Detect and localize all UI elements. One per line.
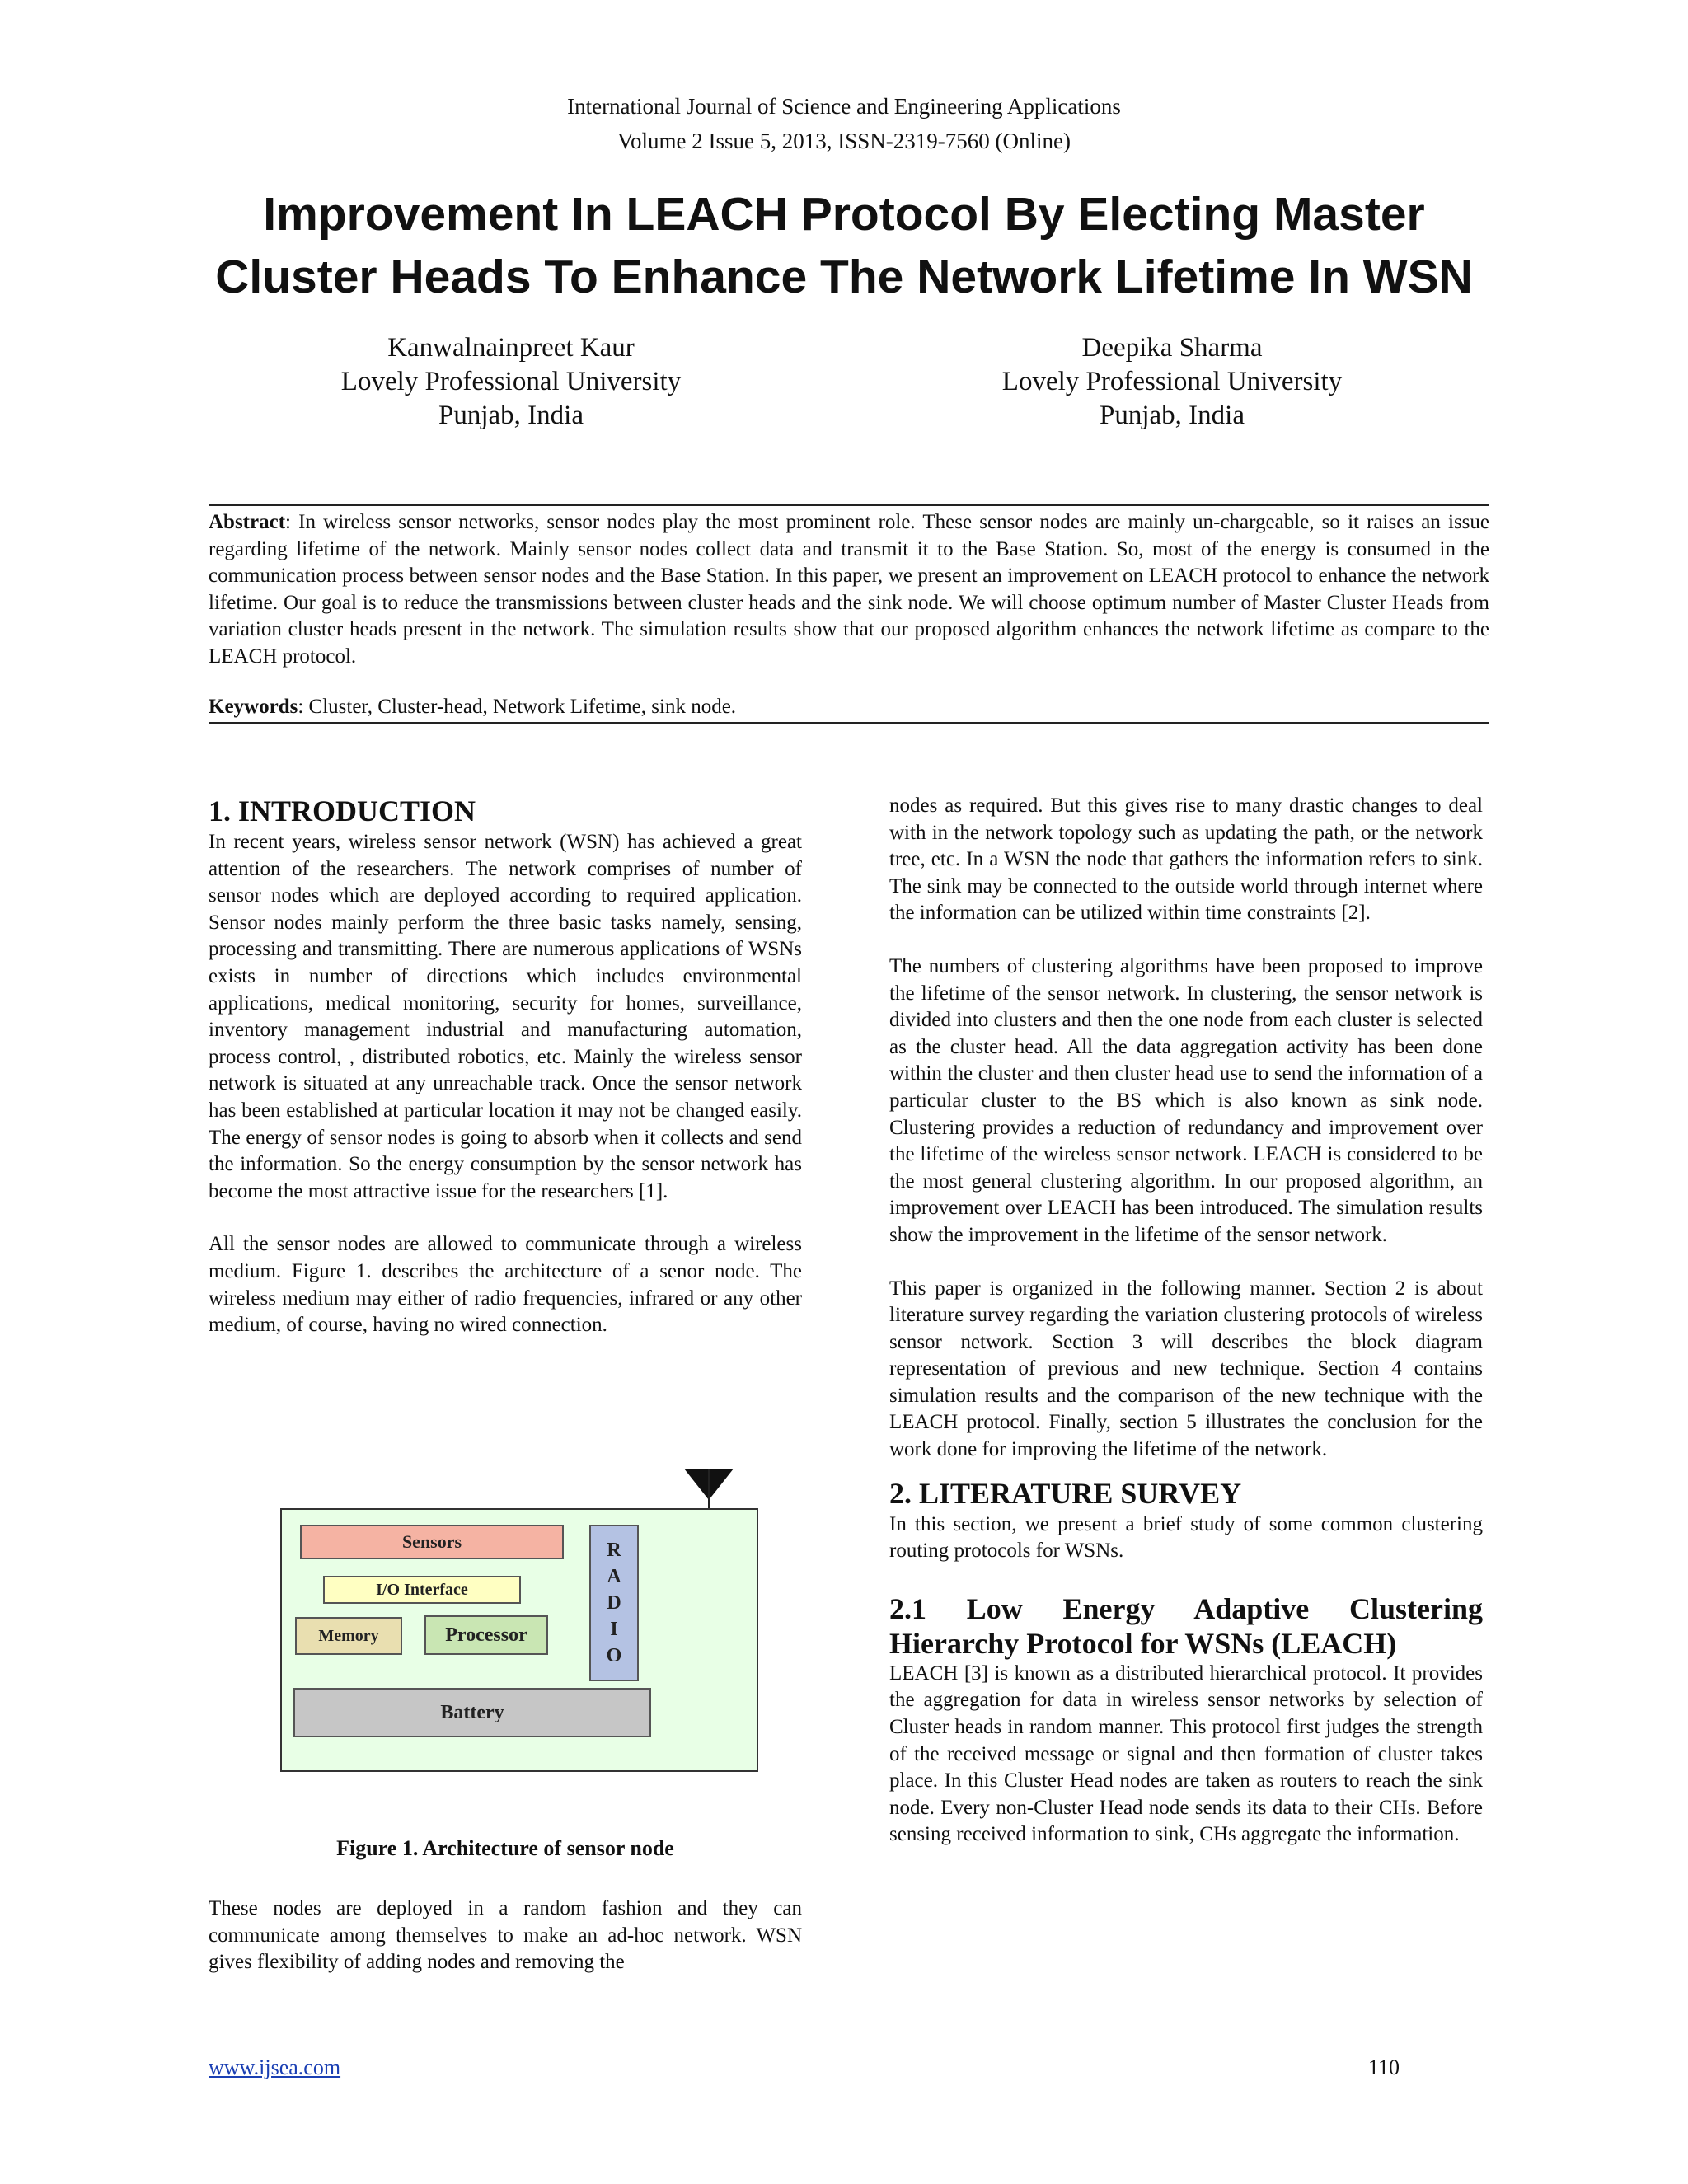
memory-block: Memory (295, 1617, 402, 1655)
page-number: 110 (1368, 2055, 1400, 2079)
radio-letter: A (607, 1566, 621, 1587)
abstract-label: Abstract (209, 511, 286, 533)
sensor-node-diagram (280, 1442, 758, 1772)
sensors-block: Sensors (300, 1525, 564, 1559)
author-name: Kanwalnainpreet Kaur (387, 333, 635, 363)
left-column-end (209, 1896, 802, 2003)
abstract-bottom-rule (209, 722, 1489, 724)
intro-paragraph-3: These nodes are deployed in a random fashion and they can communicate among themselves to make an ad-hoc network. WSN gives flexibility of adding nodes and removing the (209, 1897, 802, 1974)
abstract (209, 509, 1489, 671)
right-paragraph-1: nodes as required. But this gives rise to many drastic changes to deal with in the network topology such as updating the path, or the network tree, etc. In a WSN the node that gathers the information refers to sink. The sink may be connected to the outside world through internet where the information can be utilized within time constraints [2]. (889, 794, 1483, 925)
radio-letter: I (610, 1619, 618, 1640)
journal-website-link[interactable]: www.ijsea.com (209, 2055, 341, 2079)
radio-letter: D (607, 1592, 621, 1614)
keywords (209, 694, 1489, 721)
right-column (889, 793, 1483, 1875)
radio-letter: O (606, 1645, 622, 1666)
abstract-text: : In wireless sensor networks, sensor nodes play the most prominent role. These sensor nodes are mainly un-chargeable, so it raises an issue regarding lifetime of the network. Mainly sensor nodes collect data and transmit it to the Base Station. So, most of the energy is consumed in the communication process between sensor nodes and the Base Station. In this paper, we present an improvement on LEACH protocol to enhance the network lifetime. Our goal is to reduce the transmissions between cluster heads and the sink node. We will choose optimum number of Master Cluster Heads from variation cluster heads present in the network. The simulation results show that our proposed algorithm enhances the network lifetime as compare to the LEACH protocol. (209, 511, 1489, 668)
intro-paragraph-1: In recent years, wireless sensor network (WSN) has achieved a great attention of the researchers. The network comprises of number of sensor nodes which are deployed according to required application. Sensor nodes mainly perform the three basic tasks namely, sensing, processing and transmitting. There are numerous applications of WSNs exists in number of directions which includes environmental applications, medical monitoring, security for homes, surveillance, inventory management industrial and manufacturing automation, process control, , distributed robotics, etc. Mainly the wireless sensor network is situated at any unreachable track. Once the sensor network has been established at particular location it may not be changed easily. The energy of sensor nodes is going to absorb when it collects and send the information. So the energy consumption by the sensor network has become the most attractive issue for the researchers [1]. (209, 831, 802, 1202)
section-heading-literature-survey: 2. LITERATURE SURVEY (889, 1476, 1242, 1510)
abstract-top-rule (209, 504, 1489, 506)
section-heading-introduction: 1. INTRODUCTION (209, 794, 476, 827)
radio-letter: R (607, 1540, 621, 1561)
title-line-2: Cluster Heads To Enhance The Network Lifetime In WSN (215, 251, 1473, 303)
processor-block: Processor (424, 1615, 548, 1655)
figure-caption: Figure 1. Architecture of sensor node (336, 1836, 674, 1860)
author-affiliation: Lovely Professional University (340, 367, 682, 396)
paper-title (165, 183, 1523, 308)
author-location: Punjab, India (438, 401, 584, 430)
journal-name: International Journal of Science and Engineering Applications (567, 94, 1121, 119)
author-1 (247, 331, 775, 433)
keywords-label: Keywords (209, 696, 298, 718)
literature-intro: In this section, we present a brief study of some common clustering routing protocols for WSNs. (889, 1512, 1483, 1563)
radio-block (589, 1525, 639, 1681)
leach-paragraph: LEACH [3] is known as a distributed hierarchical protocol. It provides the aggregation for data in wireless sensor networks by selection of Cluster heads in random manner. This protocol first judges the strength of the received message or signal and then formation of cluster takes place. In this Cluster Head nodes are taken as routers to reach the sink node. Every non-Cluster Head node sends its data to their CHs. Before sensing received information to sink, CHs aggregate the information. (889, 1661, 1483, 1846)
right-paragraph-3: This paper is organized in the following manner. Section 2 is about literature survey regarding the variation clustering protocols of wireless sensor network. Section 3 will describes the block diagram representation of previous and new technique. Section 4 contains simulation results and the comparison of the new technique with the LEACH protocol. Finally, section 5 illustrates the conclusion for the work done for improving the lifetime of the network. (889, 1277, 1483, 1461)
left-column (209, 793, 802, 1366)
author-location: Punjab, India (1100, 401, 1245, 430)
journal-volume: Volume 2 Issue 5, 2013, ISSN-2319-7560 (Online) (617, 129, 1071, 153)
battery-block: Battery (293, 1688, 651, 1737)
title-line-1: Improvement In LEACH Protocol By Electing Master (263, 188, 1425, 241)
author-affiliation: Lovely Professional University (1001, 367, 1343, 396)
intro-paragraph-2: All the sensor nodes are allowed to communicate through a wireless medium. Figure 1. describes the architecture of a senor node. The wireless medium may either of radio frequencies, infrared or any other medium, of course, having no wired connection. (209, 1233, 802, 1337)
subsection-heading-leach: 2.1 Low Energy Adaptive Clustering Hierarchy Protocol for WSNs (LEACH) (889, 1591, 1483, 1660)
io-interface-block: I/O Interface (323, 1576, 521, 1604)
author-name: Deepika Sharma (1081, 333, 1263, 363)
keywords-text: : Cluster, Cluster-head, Network Lifetime, sink node. (298, 696, 737, 718)
right-paragraph-2: The numbers of clustering algorithms have been proposed to improve the lifetime of the sensor network. In clustering, the sensor network is divided into clusters and then the one node from each cluster is selected as the cluster head. All the data aggregation activity has been done within the cluster and then cluster head use to send the information of a particular cluster to the BS which is also known as sink node. Clustering provides a reduction of redundancy and improvement over the lifetime of the wireless sensor network. LEACH is considered to be the most general clustering algorithm. In our proposed algorithm, an improvement over LEACH has been introduced. The simulation results show the improvement in the lifetime of the sensor network. (889, 954, 1483, 1246)
author-2 (908, 331, 1436, 433)
